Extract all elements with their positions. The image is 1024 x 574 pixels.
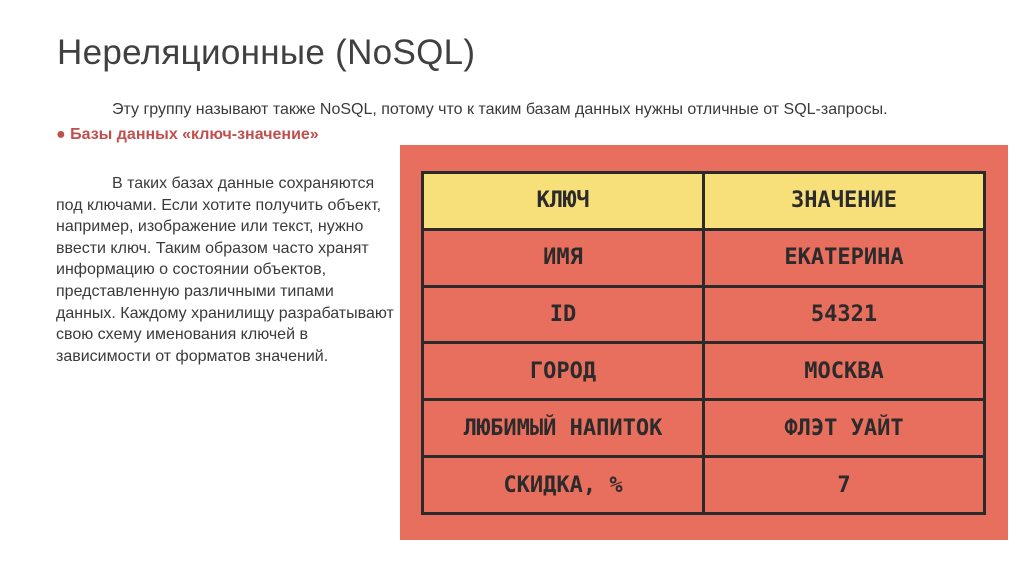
key-cell: ГОРОД [423, 343, 704, 400]
value-cell: ФЛЭТ УАЙТ [704, 400, 985, 457]
table-header-row [423, 173, 985, 230]
table-row [423, 400, 985, 457]
key-cell: ЛЮБИМЫЙ НАПИТОК [423, 400, 704, 457]
slide-title: Нереляционные (NoSQL) [57, 33, 476, 72]
key-cell: ID [423, 286, 704, 343]
key-cell: СКИДКА, % [423, 457, 704, 514]
intro-text: Эту группу называют также NoSQL, потому что к таким базам данных нужны отличные от SQL-запросы. [112, 101, 888, 118]
table-row [423, 229, 985, 286]
table-row [423, 457, 985, 514]
key-value-table [421, 171, 986, 515]
value-cell: 7 [704, 457, 985, 514]
table-row [423, 286, 985, 343]
table-row [423, 343, 985, 400]
key-value-table-panel [400, 145, 1008, 540]
key-cell: ИМЯ [423, 229, 704, 286]
body-text: В таких базах данные сохраняются под ключами. Если хотите получить объект, например, изображение или текст, нужно ввести ключ. Таким образом часто хранят информацию о состоянии объектов, представленную различными типами данных. Каждому хранилищу разрабатывают свою схему именования ключей в зависимости от форматов значений. [56, 175, 394, 365]
value-cell: ЕКАТЕРИНА [704, 229, 985, 286]
header-value-cell: ЗНАЧЕНИЕ [704, 173, 985, 230]
value-cell: 54321 [704, 286, 985, 343]
bullet-heading: ● Базы данных «ключ-значение» [56, 126, 319, 143]
header-key-cell: КЛЮЧ [423, 173, 704, 230]
value-cell: МОСКВА [704, 343, 985, 400]
